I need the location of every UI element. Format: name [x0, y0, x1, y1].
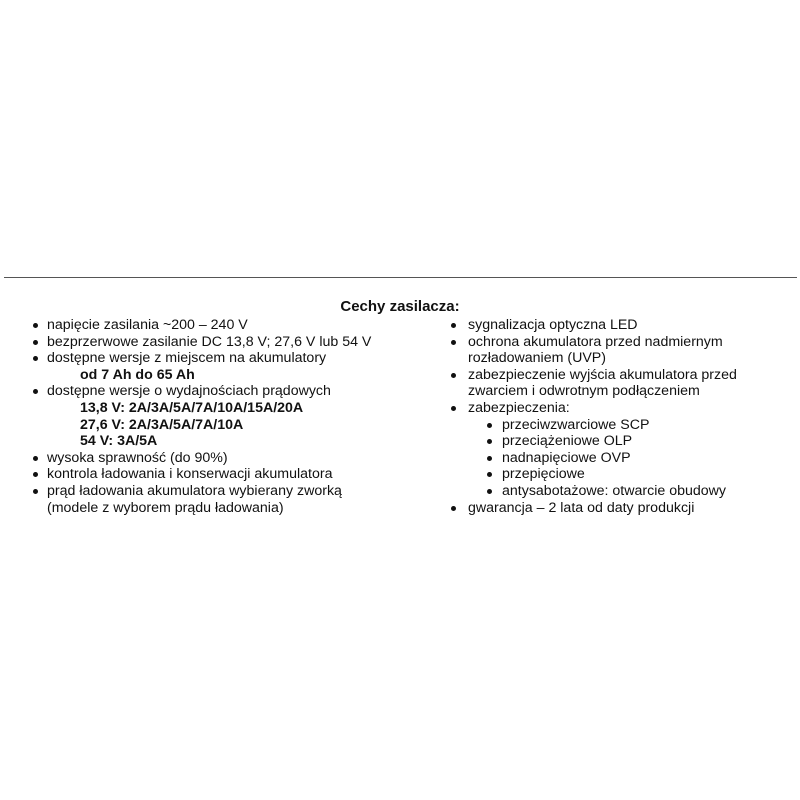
feature-continuation — [442, 383, 792, 400]
feature-item — [33, 350, 433, 367]
feature-item — [33, 334, 433, 351]
bullet-icon — [33, 472, 38, 477]
bullet-icon — [487, 472, 492, 477]
bullet-icon — [487, 456, 492, 461]
feature-text: zwarciem i odwrotnym podłączeniem — [468, 383, 700, 400]
bullet-icon — [451, 373, 456, 378]
feature-text: od 7 Ah do 65 Ah — [80, 366, 195, 383]
feature-subitem — [442, 483, 792, 500]
features-left-column — [33, 317, 433, 516]
bullet-icon — [33, 340, 38, 345]
feature-item — [33, 317, 433, 334]
feature-item — [442, 367, 792, 384]
section-title — [0, 298, 800, 316]
feature-text: rozładowaniem (UVP) — [468, 350, 606, 367]
feature-text: dostępne wersje o wydajnościach prądowych — [47, 383, 331, 400]
features-right-column — [442, 317, 792, 516]
feature-text: nadnapięciowe OVP — [502, 449, 631, 466]
feature-text: 54 V: 3A/5A — [80, 433, 158, 450]
feature-text: kontrola ładowania i konserwacji akumulatora — [47, 466, 333, 483]
feature-text: zabezpieczenie wyjścia akumulatora przed — [468, 366, 737, 383]
bullet-icon — [33, 356, 38, 361]
feature-text: wysoka sprawność (do 90%) — [47, 449, 228, 466]
bullet-icon — [487, 439, 492, 444]
feature-item — [442, 317, 792, 334]
feature-detail — [33, 367, 433, 384]
feature-subitem — [442, 466, 792, 483]
feature-text: przeciążeniowe OLP — [502, 433, 633, 450]
feature-item — [33, 466, 433, 483]
feature-item — [33, 483, 433, 500]
bullet-icon — [487, 423, 492, 428]
feature-continuation — [442, 350, 792, 367]
feature-text: bezprzerwowe zasilanie DC 13,8 V; 27,6 V lub 54 V — [47, 333, 372, 350]
feature-detail — [33, 417, 433, 434]
feature-subitem — [442, 433, 792, 450]
feature-detail — [33, 433, 433, 450]
feature-item — [442, 334, 792, 351]
feature-text: 13,8 V: 2A/3A/5A/7A/10A/15A/20A — [80, 399, 304, 416]
feature-text: antysabotażowe: otwarcie obudowy — [502, 482, 726, 499]
feature-continuation — [33, 500, 433, 517]
feature-item — [442, 500, 792, 517]
bullet-icon — [451, 506, 456, 511]
bullet-icon — [33, 323, 38, 328]
feature-text: przepięciowe — [502, 466, 585, 483]
bullet-icon — [33, 456, 38, 461]
bullet-icon — [451, 340, 456, 345]
bullet-icon — [33, 389, 38, 394]
feature-text: dostępne wersje z miejscem na akumulatory — [47, 350, 327, 367]
bullet-icon — [33, 489, 38, 494]
feature-text: gwarancja – 2 lata od daty produkcji — [468, 499, 695, 516]
feature-text: sygnalizacja optyczna LED — [468, 317, 638, 333]
feature-text: (modele z wyborem prądu ładowania) — [47, 499, 284, 516]
horizontal-divider — [4, 277, 797, 278]
section-title-text: Cechy zasilacza: — [340, 298, 460, 315]
feature-text: przeciwzwarciowe SCP — [502, 416, 650, 433]
feature-text: prąd ładowania akumulatora wybierany zworką — [47, 482, 342, 499]
bullet-icon — [487, 489, 492, 494]
bullet-icon — [451, 323, 456, 328]
feature-detail — [33, 400, 433, 417]
feature-item — [442, 400, 792, 417]
feature-subitem — [442, 417, 792, 434]
feature-item — [33, 383, 433, 400]
feature-subitem — [442, 450, 792, 467]
feature-text: zabezpieczenia: — [468, 399, 570, 416]
feature-item — [33, 450, 433, 467]
feature-text: napięcie zasilania ~200 – 240 V — [47, 317, 248, 333]
feature-text: 27,6 V: 2A/3A/5A/7A/10A — [80, 416, 244, 433]
bullet-icon — [451, 406, 456, 411]
feature-text: ochrona akumulatora przed nadmiernym — [468, 333, 723, 350]
